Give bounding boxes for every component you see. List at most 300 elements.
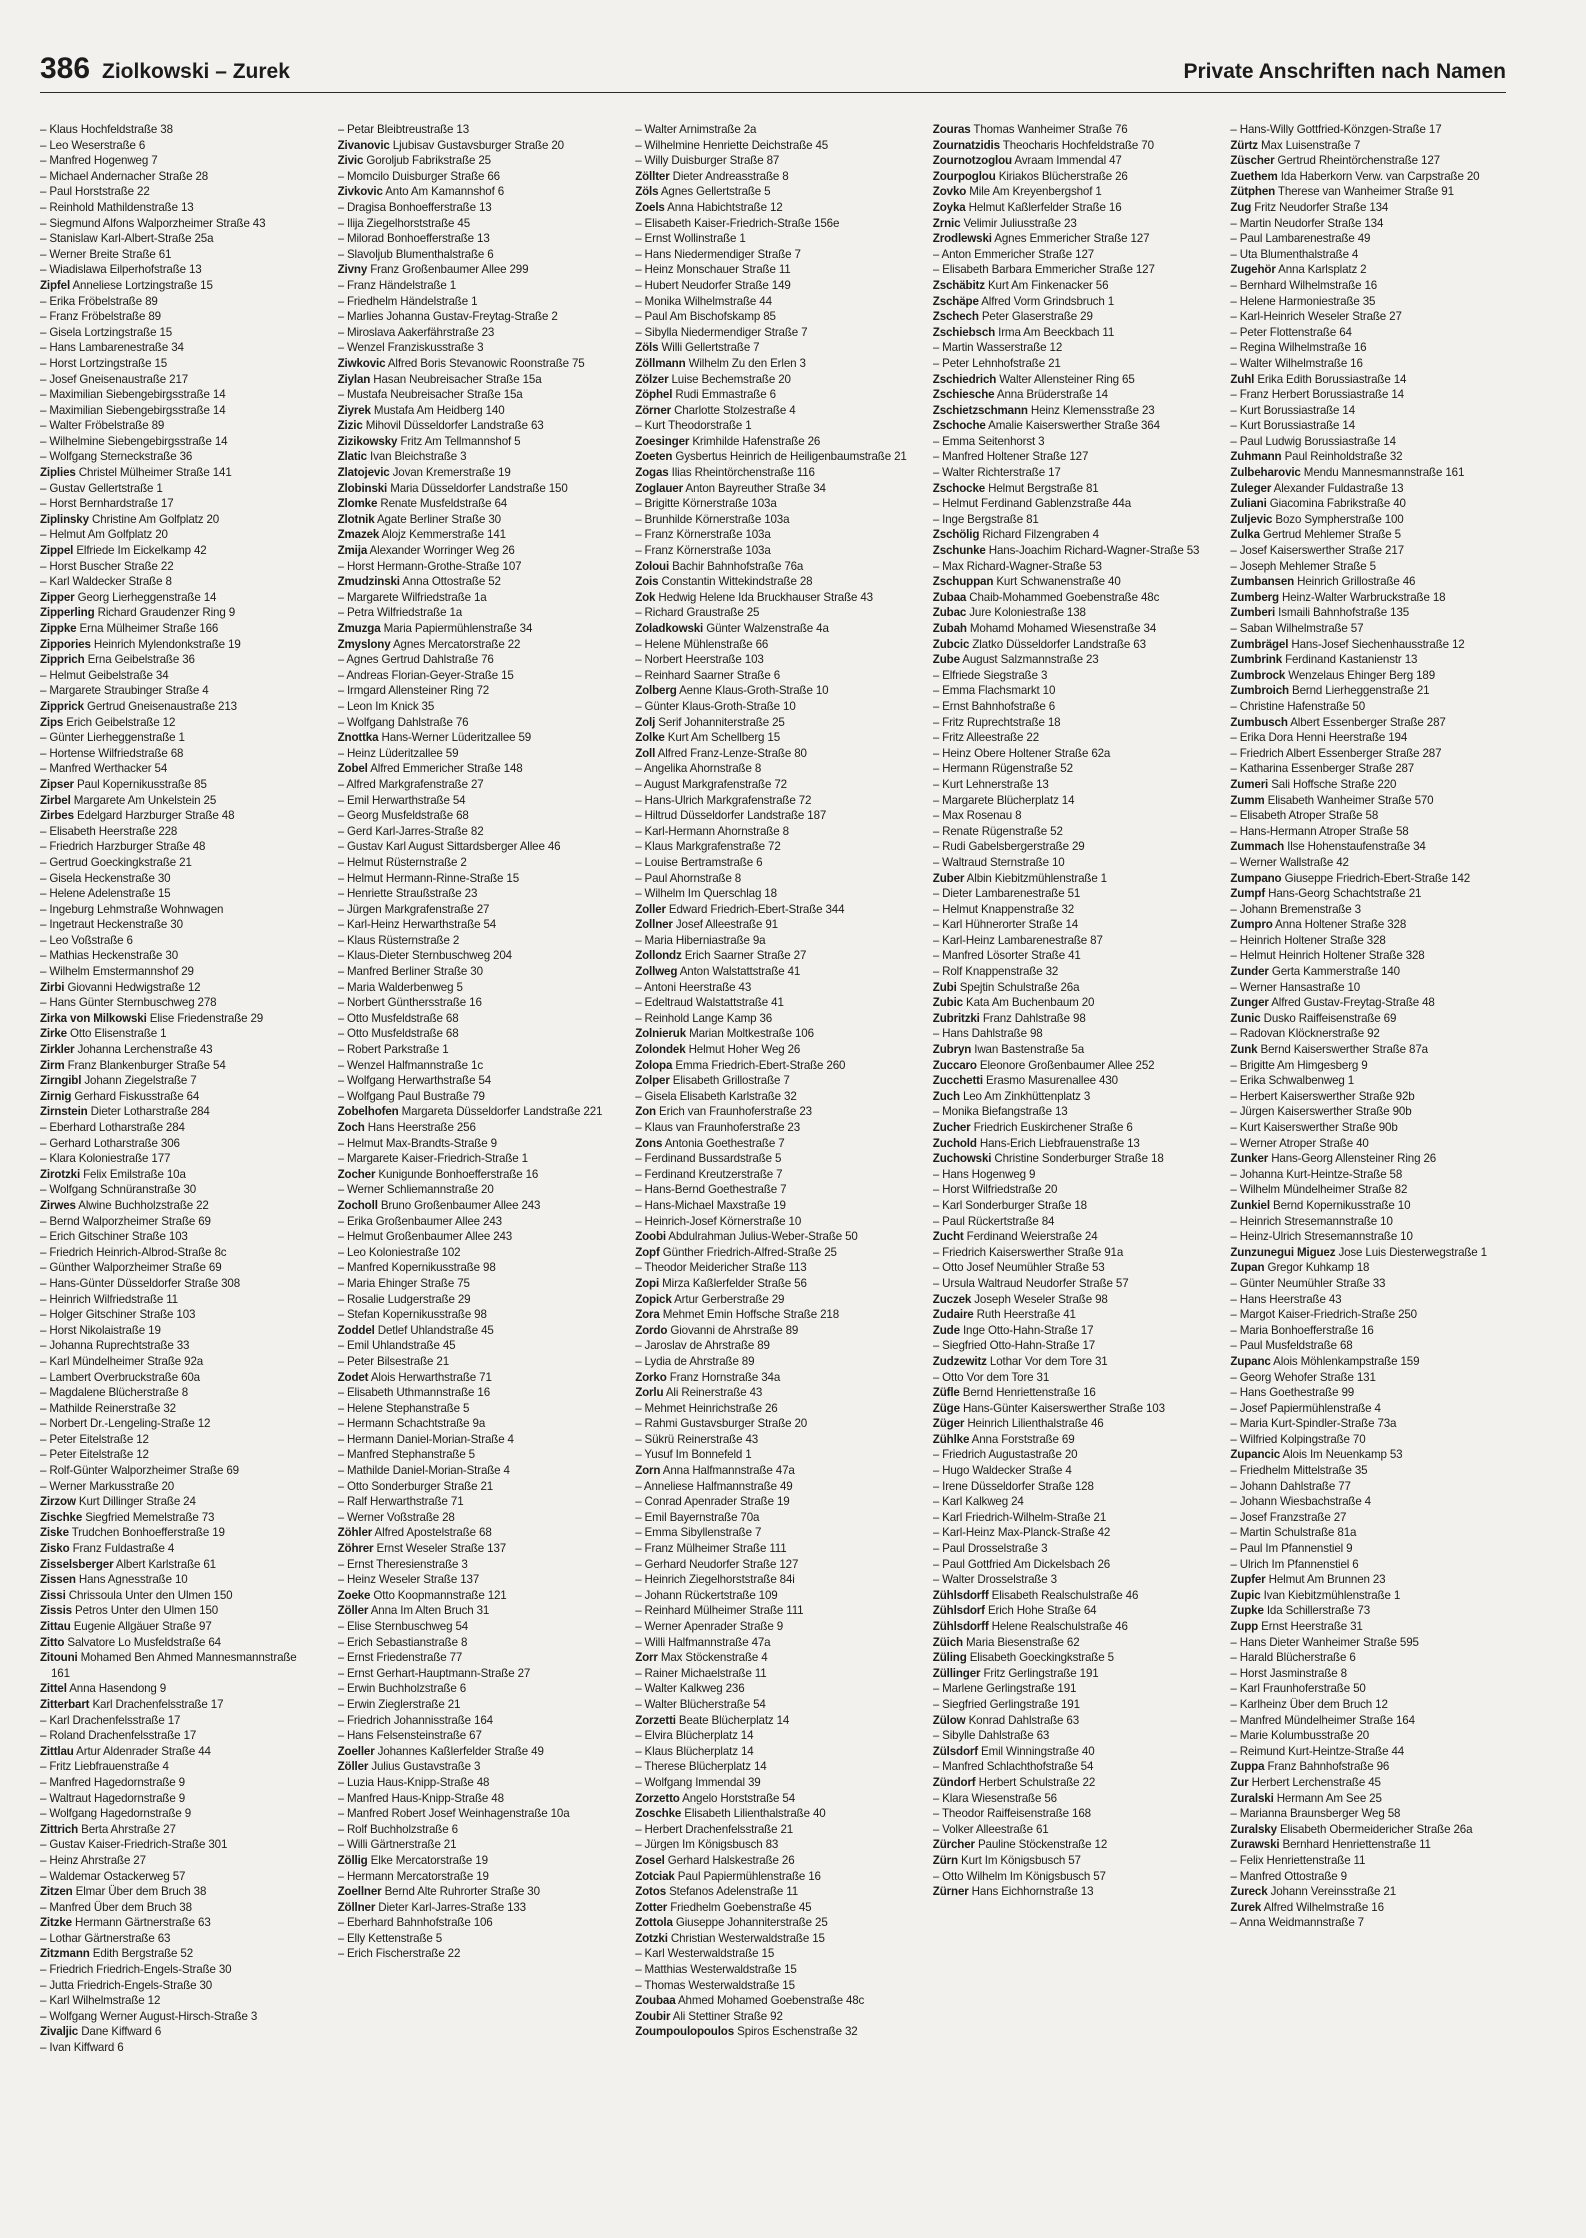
entry-surname: Zulka [1230, 528, 1260, 542]
directory-entry: – Heinz Monschauer Straße 11 [635, 263, 791, 277]
directory-entry: – Emil Bayernstraße 70a [635, 1510, 760, 1524]
directory-entry: Zippel Elfriede Im Eickelkamp 42 [40, 544, 207, 558]
directory-entry: – Norbert Dr.-Lengeling-Straße 12 [40, 1417, 211, 1431]
directory-entry: – Siegfried Otto-Hahn-Straße 17 [932, 1339, 1096, 1353]
entry-surname: Zorn [635, 1464, 661, 1478]
directory-entry: – Karl Kalkweg 24 [932, 1495, 1024, 1509]
directory-entry: – Karl Wilhelmstraße 12 [40, 1994, 161, 2008]
directory-entry: Zoglauer Anton Bayreuther Straße 34 [635, 481, 826, 495]
entry-surname: Zschocke [932, 481, 986, 495]
entry-surname: Zottola [635, 1916, 673, 1930]
directory-entry: Zmuzga Maria Papiermühlenstraße 34 [337, 622, 533, 635]
directory-entry: – Irmgard Allensteiner Ring 72 [337, 684, 490, 698]
directory-entry: – Franz Fröbelstraße 89 [40, 310, 161, 324]
directory-entry: – Helene Adelenstraße 15 [40, 887, 171, 901]
directory-entry: Znottka Hans-Werner Lüderitzallee 59 [337, 731, 532, 745]
directory-entry: – Siegfried Gerlingstraße 191 [932, 1697, 1080, 1711]
directory-entry: – Johanna Kurt-Heintze-Straße 58 [1230, 1167, 1403, 1181]
directory-entry: Zumberi Ismaili Bahnhofstraße 135 [1230, 606, 1410, 620]
entry-surname: Züger [932, 1417, 965, 1431]
entry-surname: Zündorf [932, 1775, 976, 1789]
directory-entry: – Elvira Blücherplatz 14 [635, 1729, 754, 1743]
directory-entry: Zschiebsch Irma Am Beeckbach 11 [932, 325, 1115, 339]
directory-entry: – Katharina Essenberger Straße 287 [1230, 762, 1415, 776]
entry-surname: Zotzki [635, 1931, 668, 1945]
directory-entry: Zolopa Emma Friedrich-Ebert-Straße 260 [635, 1058, 846, 1072]
entry-surname: Zitto [40, 1635, 65, 1649]
entry-surname: Ziske [40, 1526, 69, 1540]
directory-entry: – Bernd Walporzheimer Straße 69 [40, 1214, 211, 1228]
directory-entry: Zivaljic Dane Kiffward 6 [40, 2025, 162, 2039]
directory-entry: Zuliani Giacomina Fabrikstraße 40 [1230, 497, 1406, 511]
directory-entry: – Helmut Großenbaumer Allee 243 [337, 1230, 513, 1244]
directory-entry: Zipser Paul Kopernikusstraße 85 [40, 777, 207, 791]
directory-entry: – Erika Fröbelstraße 89 [40, 294, 158, 308]
entry-surname: Zok [635, 590, 656, 604]
directory-entry: Zivkovic Anto Am Kamannshof 6 [337, 185, 505, 199]
entry-surname: Zisko [40, 1542, 70, 1556]
directory-entry: – Hermann Rügenstraße 52 [932, 762, 1073, 776]
entry-surname: Zmazek [337, 528, 380, 542]
entry-surname: Zogas [635, 466, 669, 480]
entry-surname: Zupanc [1230, 1354, 1271, 1368]
directory-entry: – Georg Musfeldstraße 68 [337, 809, 469, 823]
entry-surname: Zschunke [932, 544, 986, 558]
directory-entry: Zorr Max Stöckenstraße 4 [635, 1651, 768, 1665]
directory-entry: – Holger Gitschiner Straße 103 [40, 1308, 196, 1322]
entry-surname: Zivny [337, 263, 368, 277]
entry-surname: Zupic [1230, 1588, 1261, 1602]
directory-entry: Zoobi Abdulrahman Julius-Weber-Straße 50 [635, 1230, 858, 1244]
entry-surname: Züscher [1230, 154, 1275, 168]
directory-entry: Zudaire Ruth Heerstraße 41 [932, 1308, 1076, 1322]
directory-entry: – Hans Günter Sternbuschweg 278 [40, 996, 217, 1010]
entry-surname: Zunkiel [1230, 1198, 1270, 1212]
entry-surname: Zmuzga [337, 622, 381, 635]
entry-surname: Zuczek [932, 1292, 972, 1306]
directory-entry: Zöllter Dieter Andreasstraße 8 [635, 169, 789, 183]
directory-entry: – Jaroslav de Ahrstraße 89 [635, 1339, 770, 1353]
directory-entry: – Monika Wilhelmstraße 44 [635, 294, 772, 308]
entry-surname: Zirotzki [40, 1167, 81, 1181]
entry-surname: Zöllig [337, 1853, 368, 1867]
directory-entry: – Karl Mündelheimer Straße 92a [40, 1354, 204, 1368]
directory-entry: – Maria Hiberniastraße 9a [635, 933, 766, 947]
name-range: Ziolkowski – Zurek [102, 60, 290, 83]
directory-entry: – Agnes Gertrud Dahlstraße 76 [337, 653, 494, 667]
entry-surname: Zournotzoglou [932, 154, 1012, 168]
directory-entry: – Hans-Günter Düsseldorfer Straße 308 [40, 1276, 241, 1290]
directory-entry: – Friedrich Albert Essenberger Straße 287 [1230, 746, 1442, 760]
entry-surname: Zlobinski [337, 481, 388, 495]
entry-surname: Zoubir [635, 2009, 671, 2023]
directory-entry: Zumbrägel Hans-Josef Siechenhausstraße 12 [1230, 637, 1465, 651]
directory-entry: – Otto Wilhelm Im Königsbusch 57 [932, 1869, 1106, 1883]
entry-surname: Zorr [635, 1651, 658, 1665]
entry-surname: Zunder [1230, 965, 1269, 979]
directory-entry: – Franz Mülheimer Straße 111 [635, 1542, 787, 1556]
directory-entry: – Mehmet Heinrichstraße 26 [635, 1401, 778, 1415]
entry-surname: Zöllmann [635, 356, 686, 370]
directory-entry: – Karl-Heinz Lambarenestraße 87 [932, 933, 1103, 947]
entry-surname: Zupan [1230, 1261, 1265, 1275]
directory-entry: Zissis Petros Unter den Ulmen 150 [40, 1604, 219, 1618]
directory-entry: – Joseph Mehlemer Straße 5 [1230, 559, 1376, 573]
directory-entry: Zoloui Bachir Bahnhofstraße 76a [635, 559, 804, 573]
directory-entry: – Paul Musfeldstraße 68 [1230, 1339, 1353, 1353]
directory-entry: Zubac Jure Koloniestraße 138 [932, 606, 1086, 620]
directory-entry: – Maria Bonhoefferstraße 16 [1230, 1323, 1374, 1337]
entry-surname: Zotciak [635, 1869, 675, 1883]
entry-surname: Zoglauer [635, 481, 683, 495]
entry-surname: Zrodlewski [932, 232, 992, 246]
directory-entry: – Brigitte Körnerstraße 103a [635, 497, 777, 511]
directory-entry: – Paul Lambarenestraße 49 [1230, 232, 1371, 246]
directory-entry: Zittrich Berta Ahrstraße 27 [40, 1822, 176, 1836]
directory-entry: – Marlene Gerlingstraße 191 [932, 1682, 1077, 1696]
entry-surname: Zirbi [40, 980, 65, 994]
directory-entry: – Kurt Kaiserswerther Straße 90b [1230, 1121, 1398, 1134]
directory-columns [40, 122, 1506, 2182]
entry-surname: Zoller [635, 902, 666, 916]
entry-surname: Züllinger [932, 1666, 981, 1680]
directory-entry: – Gertrud Goeckingkstraße 21 [40, 855, 192, 869]
directory-entry: – Klaus Hochfeldstraße 38 [40, 123, 173, 136]
entry-surname: Zosel [635, 1853, 665, 1867]
directory-entry: Zolke Kurt Am Schellberg 15 [635, 731, 780, 745]
directory-entry: – Harald Blücherstraße 6 [1230, 1651, 1356, 1665]
directory-entry: – Klaus van Fraunhoferstraße 23 [635, 1121, 801, 1134]
directory-entry: – Gisela Lortzingstraße 15 [40, 325, 173, 339]
directory-entry: – Jürgen Im Königsbusch 83 [635, 1838, 779, 1852]
directory-entry: Zündorf Herbert Schulstraße 22 [932, 1775, 1096, 1789]
directory-entry: – Paul Im Pfannenstiel 9 [1230, 1542, 1353, 1556]
directory-entry: – Paul Horststraße 22 [40, 185, 150, 199]
entry-surname: Zopick [635, 1292, 672, 1306]
directory-entry: – Paul Rückertstraße 84 [932, 1214, 1055, 1228]
directory-entry: – Peter Flottenstraße 64 [1230, 325, 1352, 339]
entry-surname: Zitzmann [40, 1947, 90, 1961]
directory-entry: Zobel Alfred Emmericher Straße 148 [337, 762, 523, 776]
entry-surname: Zütphen [1230, 185, 1276, 199]
directory-entry: – Herbert Kaiserswerther Straße 92b [1230, 1089, 1415, 1103]
directory-entry: – Walter Blücherstraße 54 [635, 1697, 766, 1711]
directory-entry: – Karl-Heinrich Weseler Straße 27 [1230, 310, 1402, 324]
directory-entry: Zuch Leo Am Zinkhüttenplatz 3 [932, 1089, 1091, 1103]
directory-entry: Zournatzidis Theocharis Hochfeldstraße 70 [932, 138, 1154, 152]
entry-surname: Zirnig [40, 1089, 72, 1103]
entry-surname: Zürner [932, 1885, 969, 1899]
directory-entry: Zürn Kurt Im Königsbusch 57 [932, 1853, 1081, 1867]
directory-entry: Zolper Elisabeth Grillostraße 7 [635, 1074, 790, 1088]
directory-entry: – Josef Papiermühlenstraße 4 [1230, 1401, 1381, 1415]
entry-surname: Zotos [635, 1885, 666, 1899]
directory-entry: Zumbroich Bernd Lierheggenstraße 21 [1230, 684, 1430, 698]
directory-entry: Zirbi Giovanni Hedwigstraße 12 [40, 980, 201, 994]
directory-entry: – Peter Eitelstraße 12 [40, 1432, 149, 1446]
directory-entry: – Josef Franzstraße 27 [1230, 1510, 1347, 1524]
entry-surname: Zunker [1230, 1152, 1269, 1166]
directory-entry: Züscher Gertrud Rheintörchenstraße 127 [1230, 154, 1440, 168]
entry-surname: Zolberg [635, 684, 677, 698]
entry-surname: Zoloui [635, 559, 670, 573]
directory-entry: Zuralski Hermann Am See 25 [1230, 1791, 1382, 1805]
directory-entry: – Mathilde Reinerstraße 32 [40, 1401, 176, 1415]
directory-entry: – Helene Stephanstraße 5 [337, 1401, 470, 1415]
directory-entry: Zöphel Rudi Emmastraße 6 [635, 388, 776, 402]
directory-entry: Zoeten Gysbertus Heinrich de Heiligenbaumstraße 21 [635, 450, 907, 464]
directory-entry: Zur Herbert Lerchenstraße 45 [1230, 1775, 1381, 1789]
entry-surname: Zupancic [1230, 1448, 1281, 1462]
directory-entry: Zirzow Kurt Dillinger Straße 24 [40, 1495, 196, 1509]
directory-entry: Zunder Gerta Kammerstraße 140 [1230, 965, 1400, 979]
directory-entry: – Manfred Mündelheimer Straße 164 [1230, 1713, 1415, 1727]
directory-entry: – Elisabeth Uthmannstraße 16 [337, 1386, 490, 1400]
directory-entry: Zöllner Dieter Karl-Jarres-Straße 133 [337, 1900, 526, 1914]
directory-entry: Zschiedrich Walter Allensteiner Ring 65 [932, 372, 1135, 386]
entry-surname: Zude [932, 1323, 960, 1337]
entry-surname: Zorko [635, 1370, 667, 1384]
entry-surname: Zubac [932, 606, 967, 620]
directory-entry: – Michael Andernacher Straße 28 [40, 169, 209, 183]
directory-entry: Zülsdorf Emil Winningstraße 40 [932, 1744, 1095, 1758]
entry-surname: Zöhrer [337, 1542, 374, 1556]
directory-entry: – Wilhelmine Henriette Deichstraße 45 [635, 138, 829, 152]
directory-entry: – Angelika Ahornstraße 8 [635, 762, 762, 776]
directory-entry: – Martin Neudorfer Straße 134 [1230, 216, 1384, 230]
directory-entry: – Anna Weidmannstraße 7 [1230, 1916, 1364, 1930]
entry-surname: Zivanovic [337, 138, 390, 152]
directory-entry: – Josef Gneisenaustraße 217 [40, 372, 189, 386]
directory-entry: Zirotzki Felix Emilstraße 10a [40, 1167, 186, 1181]
directory-entry: Zubaa Chaib-Mohammed Goebenstraße 48c [932, 590, 1160, 604]
directory-entry: Zudzewitz Lothar Vor dem Tore 31 [932, 1354, 1108, 1368]
directory-entry: – Wolfgang Sterneckstraße 36 [40, 450, 193, 464]
directory-entry: Zuchold Hans-Erich Liebfrauenstraße 13 [932, 1136, 1140, 1150]
entry-surname: Zubah [932, 622, 967, 635]
directory-entry: – Horst Hermann-Grothe-Straße 107 [337, 559, 522, 573]
directory-entry: Zuhl Erika Edith Borussiastraße 14 [1230, 372, 1407, 386]
entry-surname: Zmija [337, 544, 368, 558]
directory-entry: Zivanovic Ljubisav Gustavsburger Straße 20 [337, 138, 564, 152]
entry-surname: Zoeten [635, 450, 673, 464]
directory-entry: – Franz Körnerstraße 103a [635, 544, 771, 558]
entry-surname: Ziplinsky [40, 512, 89, 526]
entry-surname: Zschiedrich [932, 372, 997, 386]
entry-surname: Zittlau [40, 1744, 74, 1758]
directory-entry: – Elisabeth Heerstraße 228 [40, 824, 178, 838]
entry-surname: Zitzke [40, 1916, 72, 1930]
directory-entry: – Peter Lehnhofstraße 21 [932, 356, 1061, 370]
directory-entry: – Franz Körnerstraße 103a [635, 528, 771, 542]
entry-surname: Zirbes [40, 809, 74, 823]
entry-surname: Zolper [635, 1074, 670, 1088]
directory-entry: – Eberhard Bahnhofstraße 106 [337, 1916, 493, 1930]
directory-entry: – Robert Parkstraße 1 [337, 1043, 449, 1057]
entry-surname: Zumbrock [1230, 668, 1286, 682]
directory-entry: Züge Hans-Günter Kaiserswerther Straße 103 [932, 1401, 1165, 1415]
directory-entry: Züfle Bernd Henriettenstraße 16 [932, 1386, 1096, 1400]
directory-entry: – Uta Blumenthalstraße 4 [1230, 247, 1359, 261]
entry-surname: Zölzer [635, 372, 669, 386]
directory-entry: – Regina Wilhelmstraße 16 [1230, 341, 1367, 355]
entry-surname: Zivaljic [40, 2025, 79, 2039]
entry-surname: Zug [1230, 200, 1252, 214]
directory-entry: – Heinrich Stresemannstraße 10 [1230, 1214, 1393, 1228]
entry-surname: Zschiebsch [932, 325, 996, 339]
directory-entry: – Leo Koloniestraße 102 [337, 1245, 461, 1259]
directory-entry: – Manfred Stephanstraße 5 [337, 1448, 475, 1462]
directory-entry: – Hans-Ulrich Markgrafenstraße 72 [635, 793, 812, 807]
directory-entry: – Heinrich Wilfriedstraße 11 [40, 1292, 178, 1306]
directory-entry: Zschuppan Kurt Schwanenstraße 40 [932, 575, 1121, 589]
directory-entry: – Friedrich Harzburger Straße 48 [40, 840, 206, 854]
directory-entry: Zlobinski Maria Düsseldorfer Landstraße 150 [337, 481, 568, 495]
entry-surname: Zur [1230, 1775, 1249, 1789]
directory-entry: Zollweg Anton Walstattstraße 41 [635, 965, 801, 979]
directory-entry: Ziske Trudchen Bonhoefferstraße 19 [40, 1526, 225, 1540]
entry-surname: Zirm [40, 1058, 65, 1072]
directory-entry: – Walter Wilhelmstraße 16 [1230, 356, 1363, 370]
directory-entry: Zuchowski Christine Sonderburger Straße 18 [932, 1152, 1164, 1166]
entry-surname: Zube [932, 653, 960, 667]
entry-surname: Zirnstein [40, 1105, 88, 1119]
entry-surname: Zunic [1230, 1011, 1261, 1025]
entry-surname: Zupp [1230, 1620, 1259, 1633]
directory-entry: Zrnic Velimir Juliusstraße 23 [932, 216, 1077, 230]
directory-entry: Ziwkovic Alfred Boris Stevanowic Roonstraße 75 [337, 356, 585, 370]
directory-entry: Zube August Salzmannstraße 23 [932, 653, 1099, 667]
directory-entry: – Ferdinand Bussardstraße 5 [635, 1152, 782, 1166]
entry-surname: Züge [932, 1401, 960, 1415]
directory-entry: Zoellner Bernd Alte Ruhrorter Straße 30 [337, 1885, 540, 1899]
entry-surname: Zorzetto [635, 1791, 680, 1805]
directory-entry: – Werner Atroper Straße 40 [1230, 1136, 1369, 1150]
directory-entry: – Günter Lierheggenstraße 1 [40, 731, 185, 745]
directory-entry: – Leon Im Knick 35 [337, 699, 435, 713]
directory-entry: – Louise Bertramstraße 6 [635, 855, 763, 869]
directory-entry: Zuleger Alexander Fuldastraße 13 [1230, 481, 1404, 495]
entry-surname: Zittel [40, 1682, 67, 1696]
directory-entry: Zumm Elisabeth Wanheimer Straße 570 [1230, 793, 1434, 807]
entry-surname: Zürn [932, 1853, 958, 1867]
directory-entry: Zisselsberger Albert Karlstraße 61 [40, 1557, 216, 1571]
directory-entry: Zocher Kunigunde Bonhoefferstraße 16 [337, 1167, 539, 1181]
directory-entry: Zschäbitz Kurt Am Finkenacker 56 [932, 278, 1109, 292]
directory-entry: – Karl Drachenfelsstraße 17 [40, 1713, 181, 1727]
entry-surname: Zühlsdorff [932, 1588, 989, 1602]
entry-surname: Zoumpoulopoulos [635, 2025, 735, 2039]
directory-entry: Zovko Mile Am Kreyenbergshof 1 [932, 185, 1102, 199]
directory-entry: Zürtz Max Luisenstraße 7 [1230, 138, 1361, 152]
directory-entry: Zorzetto Angelo Horststraße 54 [635, 1791, 795, 1805]
entry-surname: Züling [932, 1651, 967, 1665]
entry-surname: Zopi [635, 1276, 660, 1290]
directory-entry: Zubcic Zlatko Düsseldorfer Landstraße 63 [932, 637, 1146, 651]
directory-entry: – Hans-Michael Maxstraße 19 [635, 1198, 786, 1212]
directory-entry: Zurek Alfred Wilhelmstraße 16 [1230, 1900, 1384, 1914]
directory-entry: – Stanislaw Karl-Albert-Straße 25a [40, 232, 214, 246]
directory-entry: Zschietzschmann Heinz Klemensstraße 23 [932, 403, 1155, 417]
entry-surname: Zolondek [635, 1043, 686, 1057]
directory-entry: Zirwes Alwine Buchholzstraße 22 [40, 1198, 209, 1212]
entry-surname: Zipperling [40, 606, 95, 620]
directory-entry: – Johann Wiesbachstraße 4 [1230, 1495, 1371, 1509]
directory-entry: Zlomke Renate Musfeldstraße 64 [337, 497, 508, 511]
directory-entry: Zschölig Richard Filzengraben 4 [932, 528, 1099, 542]
directory-entry: – Gisela Heckenstraße 30 [40, 871, 171, 885]
directory-entry: – Johann Bremenstraße 3 [1230, 902, 1361, 916]
directory-entry: – Hiltrud Düsseldorfer Landstraße 187 [635, 809, 827, 823]
entry-surname: Zoeke [337, 1588, 371, 1602]
entry-surname: Zörner [635, 403, 672, 417]
entry-surname: Zoeller [337, 1744, 375, 1758]
directory-entry: – Erwin Buchholzstraße 6 [337, 1682, 467, 1696]
entry-surname: Zuchold [932, 1136, 977, 1150]
directory-entry: – Richard Graustraße 25 [635, 606, 760, 620]
directory-entry: – Friedrich Kaiserswerther Straße 91a [932, 1245, 1124, 1259]
directory-entry: – Johann Rückertstraße 109 [635, 1588, 778, 1602]
directory-entry: – Ernst Friedenstraße 77 [337, 1651, 463, 1665]
directory-entry: Zoch Hans Heerstraße 256 [337, 1121, 476, 1134]
entry-surname: Zulbeharovic [1230, 466, 1301, 480]
directory-entry: – Ursula Waltraud Neudorfer Straße 57 [932, 1276, 1129, 1290]
directory-entry: – Erich Fischerstraße 22 [337, 1947, 461, 1961]
entry-surname: Zubaa [932, 590, 967, 604]
directory-entry: Zodet Alois Herwarthstraße 71 [337, 1370, 492, 1384]
column-3 [635, 122, 911, 2182]
entry-surname: Zodet [337, 1370, 369, 1384]
entry-surname: Zülow [932, 1713, 966, 1727]
entry-surname: Zourpoglou [932, 169, 996, 183]
entry-surname: Zisselsberger [40, 1557, 114, 1571]
directory-entry: – Leo Voßstraße 6 [40, 933, 133, 947]
directory-entry: – Marie Kolumbusstraße 20 [1230, 1729, 1370, 1743]
directory-entry: – Wenzel Franziskusstraße 3 [337, 341, 484, 355]
directory-entry: – Hans Goethestraße 99 [1230, 1386, 1355, 1400]
directory-entry: – Sükrü Reinerstraße 43 [635, 1432, 759, 1446]
directory-entry: – Elisabeth Barbara Emmericher Straße 127 [932, 263, 1155, 277]
directory-entry: Zirbel Margarete Am Unkelstein 25 [40, 793, 217, 807]
directory-entry: Zobelhofen Margareta Düsseldorfer Landstraße 221 [337, 1105, 603, 1119]
directory-entry: – Heinrich Ziegelhorststraße 84i [635, 1573, 795, 1587]
directory-entry: Ziplinsky Christine Am Golfplatz 20 [40, 512, 220, 526]
entry-surname: Zittau [40, 1620, 71, 1633]
directory-entry: – Josef Kaiserswerther Straße 217 [1230, 544, 1404, 558]
directory-entry: – Heinz Ahrstraße 27 [40, 1853, 146, 1867]
directory-entry: Zoyka Helmut Kaßlerfelder Straße 16 [932, 200, 1122, 214]
directory-entry: – Hans Dieter Wanheimer Straße 595 [1230, 1635, 1419, 1649]
directory-entry: – Maria Kurt-Spindler-Straße 73a [1230, 1417, 1397, 1431]
entry-surname: Zöphel [635, 388, 673, 402]
directory-entry: – Wiadislawa Eilperhofstraße 13 [40, 263, 202, 277]
directory-entry: Zon Erich van Fraunhoferstraße 23 [635, 1105, 812, 1119]
directory-entry: – Heinz-Ulrich Stresemannstraße 10 [1230, 1230, 1413, 1244]
directory-entry: Zippke Erna Mülheimer Straße 166 [40, 622, 219, 635]
directory-entry: – Reinhard Mülheimer Straße 111 [635, 1604, 804, 1618]
directory-entry: – Walter Fröbelstraße 89 [40, 419, 165, 433]
directory-entry: – Karl Hühnerorter Straße 14 [932, 918, 1079, 932]
entry-surname: Zorlu [635, 1386, 664, 1400]
directory-entry: – Fritz Liebfrauenstraße 4 [40, 1760, 169, 1774]
directory-entry: – Manfred Hagedornstraße 9 [40, 1775, 185, 1789]
directory-entry: – Peter Bilsestraße 21 [337, 1354, 449, 1368]
directory-entry: – Peter Eitelstraße 12 [40, 1448, 149, 1462]
entry-surname: Zoobi [635, 1230, 666, 1244]
directory-entry: Zora Mehmet Emin Hoffsche Straße 218 [635, 1308, 839, 1322]
entry-surname: Zirwes [40, 1198, 76, 1212]
entry-surname: Zöllter [635, 169, 670, 183]
